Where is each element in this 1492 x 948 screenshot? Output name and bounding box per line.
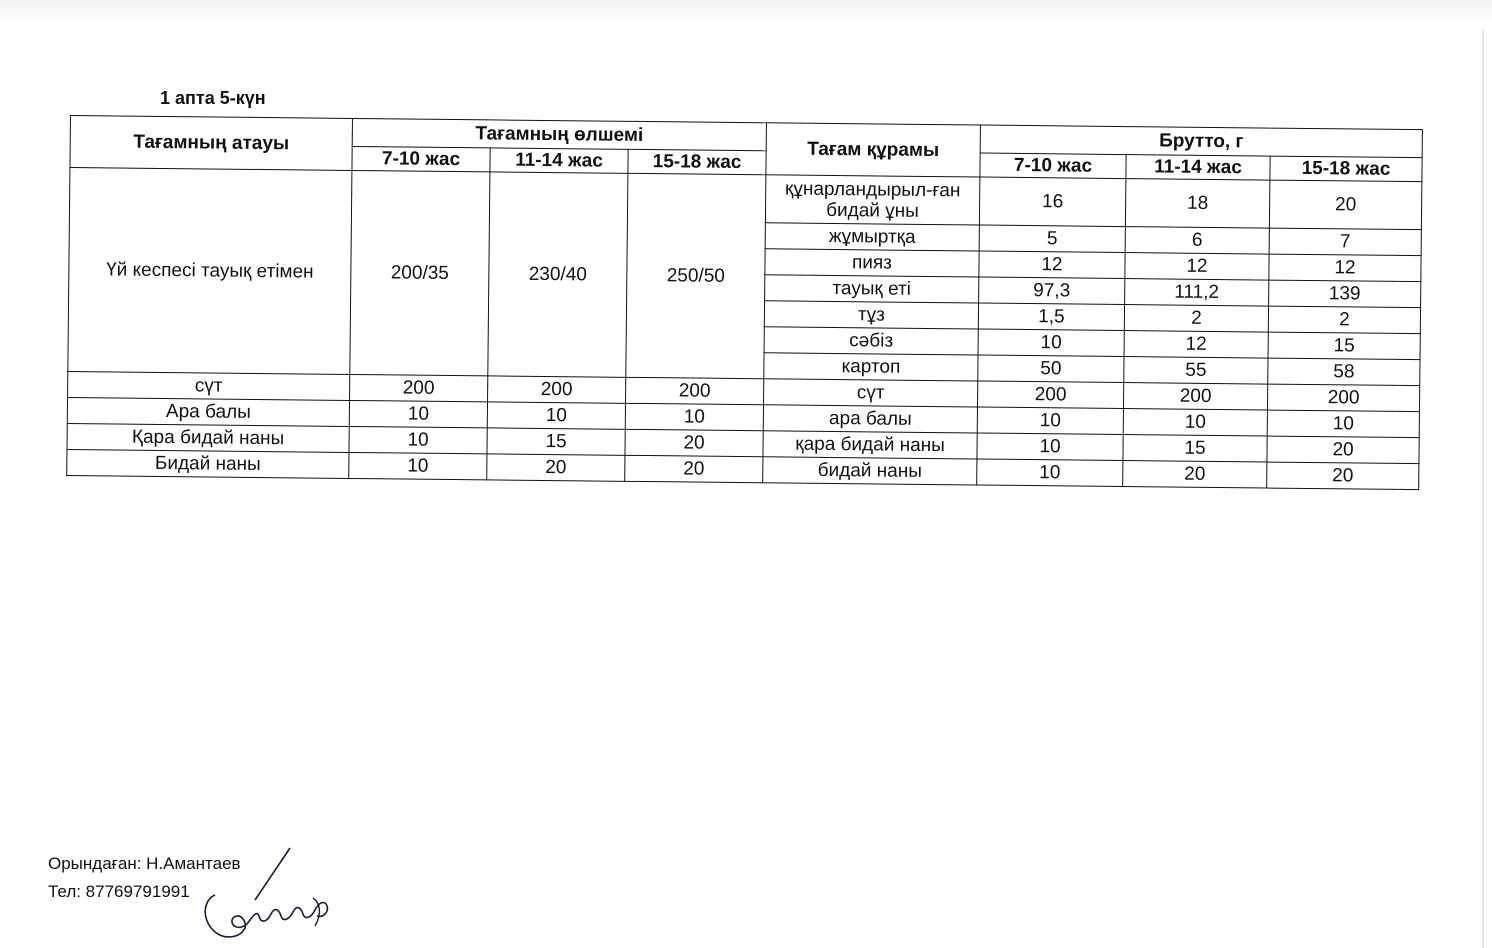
- side-dish-portion: 15: [487, 428, 625, 455]
- main-dish-portion: 230/40: [488, 172, 628, 377]
- menu-table: [66, 115, 1423, 490]
- side-dish-portion: 20: [487, 454, 625, 481]
- side-dish-portion: 20: [625, 429, 763, 456]
- ingredient-brutto: 111,2: [1125, 279, 1269, 307]
- main-dish-name: Үй кеспесі тауық етімен: [68, 168, 352, 375]
- ingredient-brutto: 6: [1125, 227, 1269, 255]
- header-brutto-age: 7-10 жас: [980, 153, 1126, 179]
- side-dish-portion: 20: [625, 455, 763, 482]
- side-dish-name: сүт: [68, 371, 350, 400]
- header-portion: Тағамның өлшемі: [352, 118, 766, 150]
- ingredient-brutto: 15: [1123, 435, 1267, 463]
- ingredient-brutto: 97,3: [979, 277, 1125, 305]
- ingredient-brutto: 10: [977, 459, 1123, 487]
- header-brutto-age: 15-18 жас: [1270, 156, 1422, 182]
- main-dish-portion: 200/35: [350, 170, 490, 375]
- ingredient-brutto: 20: [1269, 180, 1422, 230]
- ingredient-name: бидай наны: [763, 457, 977, 485]
- ingredient-brutto: 20: [1123, 461, 1267, 489]
- phone-line: Тел: 87769791991: [48, 882, 190, 901]
- side-dish-portion: 200: [626, 377, 764, 404]
- ingredient-brutto: 50: [978, 355, 1124, 383]
- ingredient-brutto: 200: [1267, 384, 1419, 412]
- ingredient-brutto: 2: [1124, 305, 1268, 333]
- header-portion-age: 11-14 жас: [490, 148, 628, 173]
- signature-icon: [195, 840, 335, 945]
- side-dish-portion: 10: [349, 452, 487, 479]
- ingredient-name: жұмыртқа: [765, 223, 979, 251]
- ingredient-brutto: 15: [1268, 332, 1420, 360]
- ingredient-name: ара балы: [763, 405, 977, 433]
- ingredient-brutto: 12: [1124, 331, 1268, 359]
- ingredient-brutto: 200: [1123, 383, 1267, 411]
- ingredient-name: құнарландырыл-ған бидай ұны: [765, 175, 979, 225]
- header-portion-age: 7-10 жас: [352, 146, 490, 171]
- ingredient-brutto: 12: [1125, 253, 1269, 281]
- ingredient-name: сәбіз: [764, 327, 978, 355]
- header-portion-age: 15-18 жас: [628, 149, 766, 174]
- page-title: 1 апта 5-күн: [160, 88, 266, 108]
- ingredient-brutto: 18: [1125, 179, 1269, 229]
- scan-top-shadow: [0, 0, 1492, 22]
- side-dish-portion: 10: [349, 426, 487, 453]
- ingredient-brutto: 1,5: [978, 303, 1124, 331]
- main-dish-portion: 250/50: [626, 173, 766, 378]
- side-dish-name: Қара бидай наны: [67, 423, 349, 452]
- header-dish-name: Тағамның атауы: [70, 116, 353, 171]
- ingredient-brutto: 139: [1269, 280, 1421, 308]
- ingredient-brutto: 12: [979, 251, 1125, 279]
- side-dish-portion: 10: [487, 402, 625, 429]
- side-dish-portion: 200: [488, 376, 626, 403]
- header-composition: Тағам құрамы: [766, 123, 981, 177]
- ingredient-name: сүт: [764, 379, 978, 407]
- ingredient-name: пияз: [765, 249, 979, 277]
- ingredient-name: тұз: [764, 301, 978, 329]
- header-brutto: Брутто, г: [980, 125, 1422, 158]
- side-dish-name: Бидай наны: [67, 449, 349, 478]
- ingredient-brutto: 16: [979, 177, 1125, 227]
- scan-right-edge: [1482, 30, 1484, 948]
- executor-line: Орындаған: Н.Амантаев: [48, 854, 241, 873]
- ingredient-brutto: 10: [977, 433, 1123, 461]
- ingredient-brutto: 7: [1269, 228, 1421, 256]
- ingredient-brutto: 2: [1268, 306, 1420, 334]
- ingredient-brutto: 55: [1124, 357, 1268, 385]
- ingredient-name: картоп: [764, 353, 978, 381]
- side-dish-portion: 200: [350, 374, 488, 401]
- side-dish-portion: 10: [349, 400, 487, 427]
- side-dish-portion: 10: [625, 403, 763, 430]
- side-dish-name: Ара балы: [67, 397, 349, 426]
- ingredient-brutto: 10: [1267, 410, 1419, 438]
- ingredient-brutto: 12: [1269, 254, 1421, 282]
- ingredient-name: тауық еті: [765, 275, 979, 303]
- ingredient-brutto: 200: [977, 381, 1123, 409]
- ingredient-brutto: 10: [978, 329, 1124, 357]
- ingredient-brutto: 5: [979, 225, 1125, 253]
- ingredient-brutto: 58: [1268, 358, 1420, 386]
- ingredient-brutto: 10: [1123, 409, 1267, 437]
- ingredient-brutto: 20: [1267, 436, 1419, 464]
- menu-table-wrapper: [66, 115, 1422, 490]
- header-brutto-age: 11-14 жас: [1126, 155, 1270, 181]
- ingredient-brutto: 10: [977, 407, 1123, 435]
- ingredient-brutto: 20: [1267, 462, 1419, 490]
- ingredient-name: қара бидай наны: [763, 431, 977, 459]
